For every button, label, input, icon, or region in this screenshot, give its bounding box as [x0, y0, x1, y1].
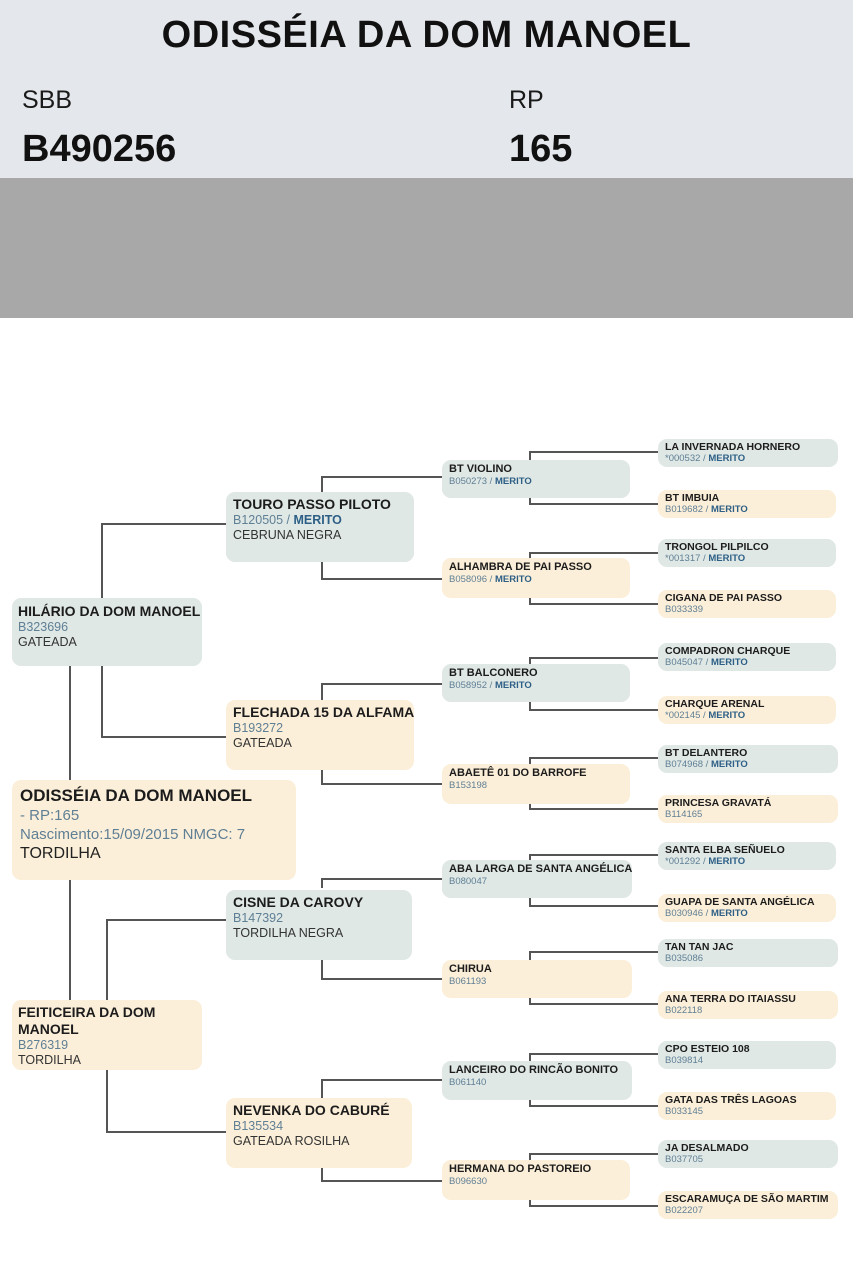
horse-coat: GATEADA ROSILHA: [233, 1134, 350, 1148]
ancestor-card[interactable]: [658, 590, 836, 618]
grandparent-card[interactable]: [226, 1098, 412, 1168]
horse-reg: B147392: [233, 911, 284, 925]
dam-name-line1: FEITICEIRA DA DOM: [18, 1004, 156, 1020]
horse-name: FLECHADA 15 DA ALFAMA: [233, 704, 415, 720]
horse-reg: B061193: [449, 976, 487, 987]
horse-name: TAN TAN JAC: [665, 941, 734, 953]
merit-badge: MERITO: [710, 908, 748, 919]
horse-name: ABAETÊ 01 DO BARROFE: [449, 767, 587, 779]
sire-card[interactable]: [12, 598, 202, 666]
ancestor-card[interactable]: [658, 795, 838, 823]
merit-badge: MERITO: [710, 657, 748, 668]
subject-birth: Nascimento:15/09/2015 NMGC: 7: [20, 826, 246, 843]
merit-badge: MERITO: [494, 476, 532, 487]
dam-coat: TORDILHA: [18, 1053, 81, 1067]
horse-reg: [665, 553, 829, 564]
great-grandparent-card[interactable]: [442, 764, 630, 804]
horse-reg: [665, 710, 829, 721]
horse-reg: B039814: [665, 1055, 704, 1066]
horse-reg: [449, 476, 623, 487]
reg-number: B030946 /: [665, 908, 711, 919]
horse-reg: B035086: [665, 953, 704, 964]
reg-number: *000532 /: [665, 453, 709, 464]
merit-badge: MERITO: [494, 680, 532, 691]
merit-badge: MERITO: [708, 856, 746, 867]
reg-number: *002145 /: [665, 710, 709, 721]
ancestor-card[interactable]: [658, 490, 836, 518]
horse-name: ALHAMBRA DE PAI PASSO: [449, 561, 592, 573]
great-grandparent-card[interactable]: [442, 960, 632, 998]
grandparent-card[interactable]: [226, 492, 414, 562]
horse-reg: B193272: [233, 721, 284, 735]
horse-name: LANCEIRO DO RINCÃO BONITO: [449, 1064, 619, 1076]
subject-name: ODISSÉIA DA DOM MANOEL: [20, 786, 253, 805]
horse-name: TRONGOL PILPILCO: [665, 541, 769, 553]
horse-reg: B153198: [449, 780, 488, 791]
horse-name: TOURO PASSO PILOTO: [233, 496, 391, 512]
ancestor-card[interactable]: [658, 439, 838, 467]
horse-name: GUAPA DE SANTA ANGÉLICA: [665, 896, 815, 908]
dam-name-line2: MANOEL: [18, 1021, 79, 1037]
sire-reg: B323696: [18, 620, 69, 634]
great-grandparent-card[interactable]: [442, 1061, 632, 1100]
horse-reg: B135534: [233, 1119, 284, 1133]
merit-badge: MERITO: [708, 553, 746, 564]
sire-name: HILÁRIO DA DOM MANOEL: [18, 603, 201, 619]
horse-reg: B037705: [665, 1154, 704, 1165]
ancestor-card[interactable]: [658, 1092, 836, 1120]
reg-number: *001292 /: [665, 856, 709, 867]
ancestor-card[interactable]: [658, 745, 838, 773]
reg-number: B050273 /: [449, 476, 495, 487]
ancestor-card[interactable]: [658, 991, 838, 1019]
horse-coat: CEBRUNA NEGRA: [233, 528, 342, 542]
horse-reg: [665, 504, 829, 515]
ancestor-card[interactable]: [658, 939, 838, 967]
horse-name: COMPADRON CHARQUE: [665, 645, 791, 657]
horse-reg: B022118: [665, 1005, 703, 1016]
great-grandparent-card[interactable]: [442, 1160, 630, 1200]
horse-reg: B080047: [449, 876, 488, 887]
ancestor-card[interactable]: [658, 696, 836, 724]
merit-badge: MERITO: [708, 453, 746, 464]
horse-name: GATA DAS TRÊS LAGOAS: [665, 1094, 797, 1106]
reg-number: B058952 /: [449, 680, 495, 691]
horse-reg: [665, 856, 829, 867]
horse-reg: B061140: [449, 1077, 487, 1088]
horse-name: BT BALCONERO: [449, 667, 538, 679]
horse-reg: [449, 574, 623, 585]
horse-name: ESCARAMUÇA DE SÃO MARTIM: [665, 1193, 829, 1205]
dam-card[interactable]: [12, 1000, 202, 1070]
reg-number: B074968 /: [665, 759, 711, 770]
ancestor-card[interactable]: [658, 894, 836, 922]
horse-name: NEVENKA DO CABURÉ: [233, 1102, 390, 1118]
merit-badge: MERITO: [494, 574, 532, 585]
subject-horse-card[interactable]: [12, 780, 296, 880]
horse-reg: [665, 453, 831, 464]
horse-coat: GATEADA: [233, 736, 292, 750]
horse-name: BT VIOLINO: [449, 463, 512, 475]
horse-name: CPO ESTEIO 108: [665, 1043, 750, 1055]
horse-reg: B033339: [665, 604, 704, 615]
reg-number: B120505 /: [233, 513, 294, 527]
horse-name: BT DELANTERO: [665, 747, 748, 759]
horse-name: CIGANA DE PAI PASSO: [665, 592, 783, 604]
great-grandparent-card[interactable]: [442, 460, 630, 498]
sire-coat: GATEADA: [18, 635, 77, 649]
horse-name: SANTA ELBA SEÑUELO: [665, 844, 785, 856]
subject-coat: TORDILHA: [20, 845, 101, 862]
horse-reg: [665, 908, 829, 919]
great-grandparent-card[interactable]: [442, 664, 630, 702]
horse-reg: B022207: [665, 1205, 704, 1216]
horse-name: CISNE DA CAROVY: [233, 894, 364, 910]
reg-number: *001317 /: [665, 553, 709, 564]
rp-value: 165: [509, 128, 573, 170]
great-grandparent-card[interactable]: [442, 558, 630, 598]
merit-badge: MERITO: [710, 504, 748, 515]
horse-reg: [665, 657, 829, 668]
horse-reg: [233, 513, 407, 528]
dam-reg: B276319: [18, 1038, 69, 1052]
horse-reg: B033145: [665, 1106, 704, 1117]
horse-name: LA INVERNADA HORNERO: [665, 441, 801, 453]
horse-reg: B114165: [665, 809, 703, 820]
subject-rp: - RP:165: [20, 807, 80, 824]
horse-reg: B096630: [449, 1176, 488, 1187]
grandparent-card[interactable]: [226, 700, 414, 770]
merit-badge: MERITO: [710, 759, 748, 770]
ancestor-card[interactable]: [658, 539, 836, 567]
horse-coat: TORDILHA NEGRA: [233, 926, 344, 940]
great-grandparent-card[interactable]: [442, 860, 632, 898]
ancestor-card[interactable]: [658, 1191, 838, 1219]
horse-reg: [449, 680, 623, 691]
merit-badge: MERITO: [293, 513, 342, 527]
page-title: ODISSÉIA DA DOM MANOEL: [161, 14, 692, 56]
horse-name: BT IMBUIA: [665, 492, 720, 504]
horse-name: PRINCESA GRAVATÁ: [665, 797, 772, 809]
horse-name: CHARQUE ARENAL: [665, 698, 765, 710]
horse-name: ANA TERRA DO ITAIASSU: [665, 993, 796, 1005]
reg-number: B019682 /: [665, 504, 711, 515]
ancestor-card[interactable]: [658, 842, 836, 870]
grandparent-card[interactable]: [226, 890, 412, 960]
ancestor-card[interactable]: [658, 643, 836, 671]
horse-name: ABA LARGA DE SANTA ANGÉLICA: [449, 863, 633, 875]
rp-label: RP: [509, 86, 544, 114]
ancestor-card[interactable]: [658, 1041, 836, 1069]
reg-number: B045047 /: [665, 657, 711, 668]
sbb-value: B490256: [22, 128, 177, 170]
reg-number: B058096 /: [449, 574, 495, 585]
horse-name: JA DESALMADO: [665, 1142, 749, 1154]
horse-name: HERMANA DO PASTOREIO: [449, 1163, 592, 1175]
horse-name: CHIRUA: [449, 963, 492, 975]
horse-reg: [665, 759, 831, 770]
ancestor-card[interactable]: [658, 1140, 838, 1168]
merit-badge: MERITO: [708, 710, 746, 721]
sbb-label: SBB: [22, 86, 73, 114]
